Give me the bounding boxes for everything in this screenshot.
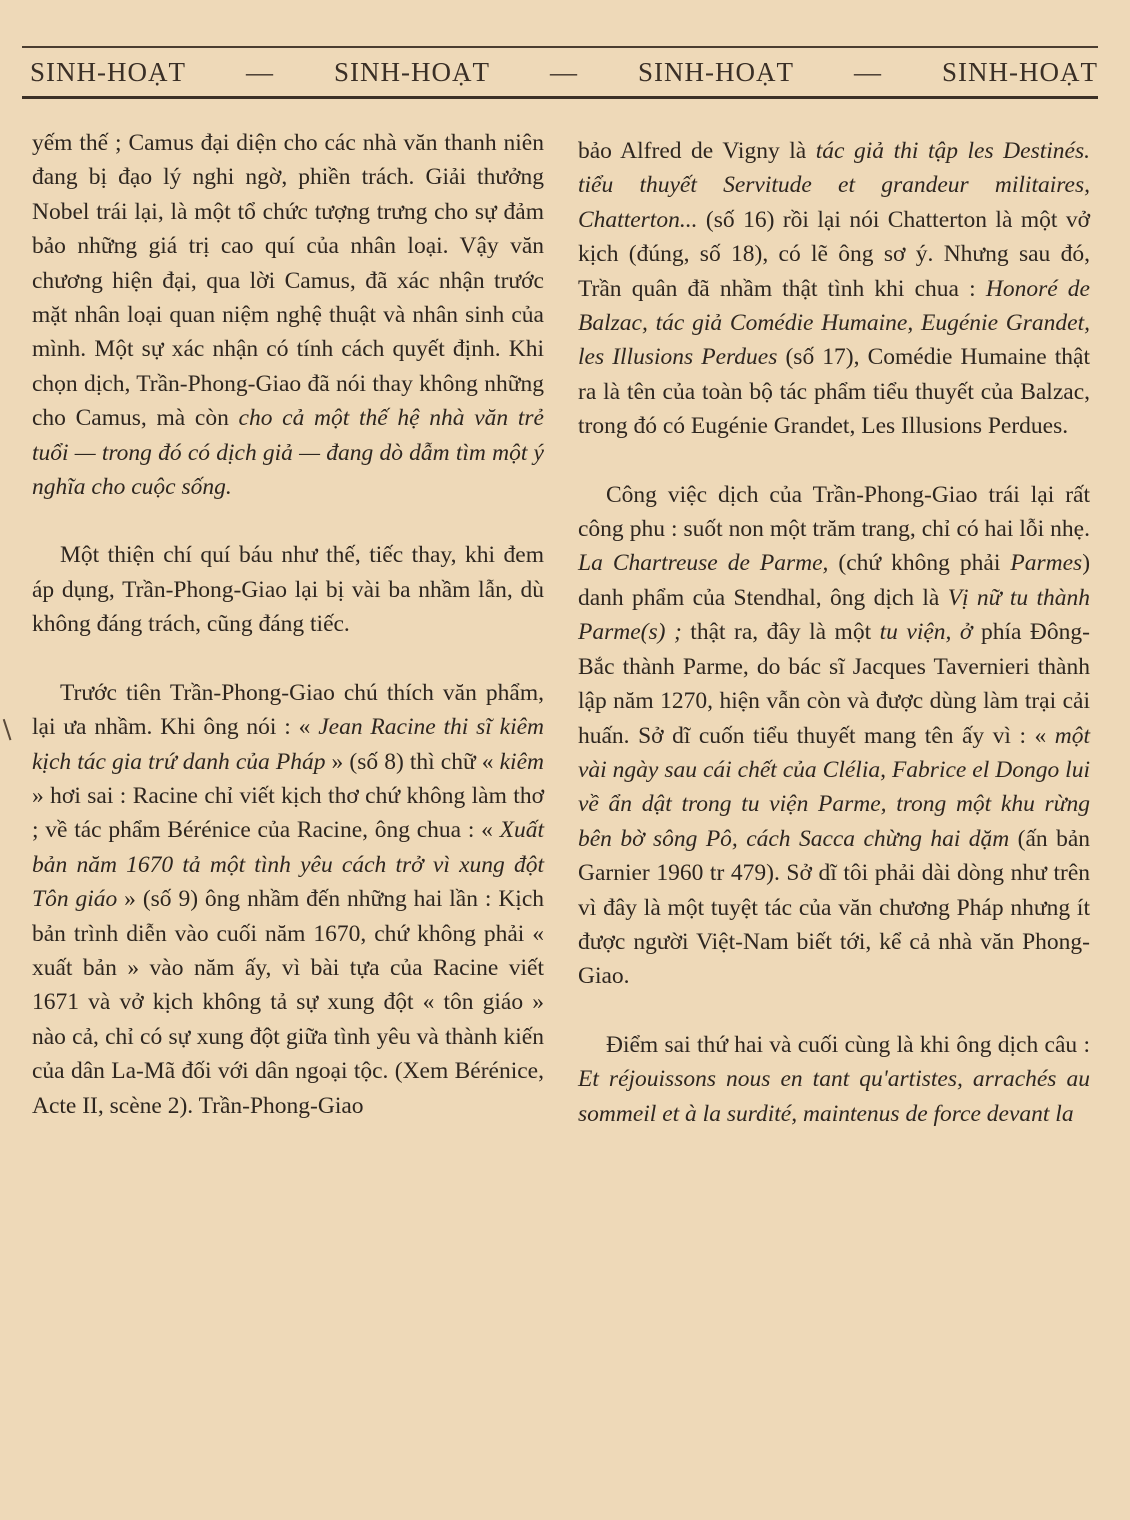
paragraph	[578, 1028, 1090, 1131]
running-head-title: SINH-HOẠT	[637, 56, 794, 87]
text-run: Điểm sai thứ hai và cuối cùng là khi ông dịch câu :	[606, 1031, 1090, 1058]
italic-run: cho cả một thế hệ nhà văn trẻ tuổi — trong đó có dịch giả — đang dò dẫm tìm một ý nghĩa cho cuộc sống.	[32, 405, 544, 501]
text-run: ) danh phẩm của Stendhal, ông dịch là	[578, 550, 1091, 611]
paragraph-gap	[578, 994, 1090, 1028]
italic-run: Vị nữ tu thành Parme(s) ;	[578, 584, 1090, 646]
text-run: (ấn bản Garnier 1960 tr 479). Sở dĩ tôi phải dài dòng như trên vì đây là một tuyệt tác của văn chương Pháp nhưng ít được người Việt-Nam biết tới, kể cả nhà văn Phong-Giao.	[578, 825, 1090, 990]
running-head-dash: —	[245, 56, 274, 87]
italic-run: Et réjouissons nous en tant qu'artistes, arrachés au sommeil et à la surdité, maintenus de force devant la	[578, 1066, 1090, 1127]
text-run: (số 17), Comédie Humaine thật ra là tên của toàn bộ tác phẩm tiểu thuyết của Balzac, trong đó có Eugénie Grandet, Les Illusions Perdues.	[578, 344, 1090, 440]
paragraph-gap	[578, 444, 1090, 478]
text-run: » hơi sai : Racine chỉ viết kịch thơ chứ không làm thơ ; về tác phẩm Bérénice của Racine, ông chua : «	[32, 782, 544, 844]
running-head-dash: —	[853, 56, 882, 87]
running-head-title: SINH-HOẠT	[333, 56, 490, 87]
text-run: bảo Alfred de Vigny là	[578, 138, 816, 164]
italic-run: Xuất bản năm 1670 tả một tình yêu cách trở vì xung đột Tôn giáo	[32, 817, 544, 913]
text-run: » (số 9) ông nhầm đến những hai lần : Kịch bản trình diễn vào cuối năm 1670, chứ không phải « xuất bản » vào năm ấy, vì bài tựa của Racine viết 1671 và vở kịch không tả sự xung đột « tôn giáo » nào cả, chỉ có sự xung đột giữa tình yêu và thành kiến của dân La-Mã đối với dân ngoại tộc. (Xem Bérénice, Acte II, scène 2). Trần-Phong-Giao	[32, 886, 544, 1119]
paragraph	[32, 676, 544, 1123]
text-run: » (số 8) thì chữ «	[325, 748, 500, 775]
text-run: thật ra, đây là một	[681, 619, 880, 646]
italic-run: tu viện, ở	[879, 619, 973, 646]
running-head	[30, 52, 1098, 92]
paragraph-gap	[32, 504, 544, 538]
right-column	[578, 134, 1090, 1131]
paragraph	[578, 134, 1090, 444]
text-run: Trước tiên Trần-Phong-Giao chú thích văn phẩm, lại ưa nhầm. Khi ông nói : «	[32, 679, 544, 741]
left-column	[32, 126, 544, 1123]
header-rule-top	[22, 46, 1098, 48]
text-run: (số 16) rồi lại nói Chatterton là một vở kịch (đúng, số 18), có lẽ ông sơ ý. Nhưng sau đó, Trần quân đã nhầm thật tình khi chua :	[578, 206, 1090, 302]
italic-run: Honoré de Balzac, tác giả Comédie Humaine, Eugénie Grandet, les Illusions Perdues	[578, 275, 1090, 371]
italic-run: La Chartreuse de Parme,	[578, 550, 829, 577]
italic-run: một vài ngày sau cái chết của Clélia, Fabrice el Dongo lui về ẩn dật trong tu viện Parme, trong một khu rừng bên bờ sông Pô, cách Sacca chừng hai dặm	[578, 722, 1090, 852]
text-run: yếm thế ; Camus đại diện cho các nhà văn thanh niên đang bị đạo lý nghi ngờ, phiền trách. Giải thưởng Nobel trái lại, là một tổ chức tượng trưng cho sự đảm bảo những giá trị cao quí của nhân loại. Vậy văn chương hiện đại, qua lời Camus, đã xác nhận trước mặt nhân loại quan niệm nghệ thuật và nhân sinh của mình. Một sự xác nhận có tính cách quyết định. Khi chọn dịch, Trần-Phong-Giao đã nói thay không những cho Camus, mà còn	[32, 130, 544, 432]
paragraph: Một thiện chí quí báu như thế, tiếc thay, khi đem áp dụng, Trần-Phong-Giao lại bị vài ba nhầm lẫn, dù không đáng trách, cũng đáng tiếc.	[32, 542, 544, 638]
italic-run: tác giả thi tập les Destinés. tiểu thuyết Servitude et grandeur militaires, Chatterton...	[578, 138, 1090, 233]
header-rule-bottom	[22, 96, 1098, 99]
italic-run: Jean Racine thi sĩ kiêm kịch tác gia trứ danh của Pháp	[32, 714, 544, 775]
text-run: phía Đông-Bắc thành Parme, do bác sĩ Jacques Tavernieri thành lập năm 1270, hiện vẫn còn và được dùng làm trại cải huấn. Sở dĩ cuốn tiểu thuyết mang tên ấy vì : «	[578, 619, 1090, 749]
paragraph	[32, 126, 544, 504]
running-head-title: SINH-HOẠT	[941, 56, 1098, 87]
paragraph-gap	[32, 642, 544, 676]
running-head-title: SINH-HOẠT	[30, 56, 186, 87]
margin-mark	[3, 718, 16, 741]
italic-run: Parmes	[1010, 550, 1083, 577]
running-head-dash: —	[549, 56, 578, 87]
text-run: (chứ không phải	[828, 550, 1011, 577]
italic-run: kiêm	[499, 748, 544, 775]
paragraph	[578, 478, 1090, 994]
text-run: Công việc dịch của Trần-Phong-Giao trái lại rất công phu : suốt non một trăm trang, chỉ có hai lỗi nhẹ.	[578, 481, 1090, 543]
